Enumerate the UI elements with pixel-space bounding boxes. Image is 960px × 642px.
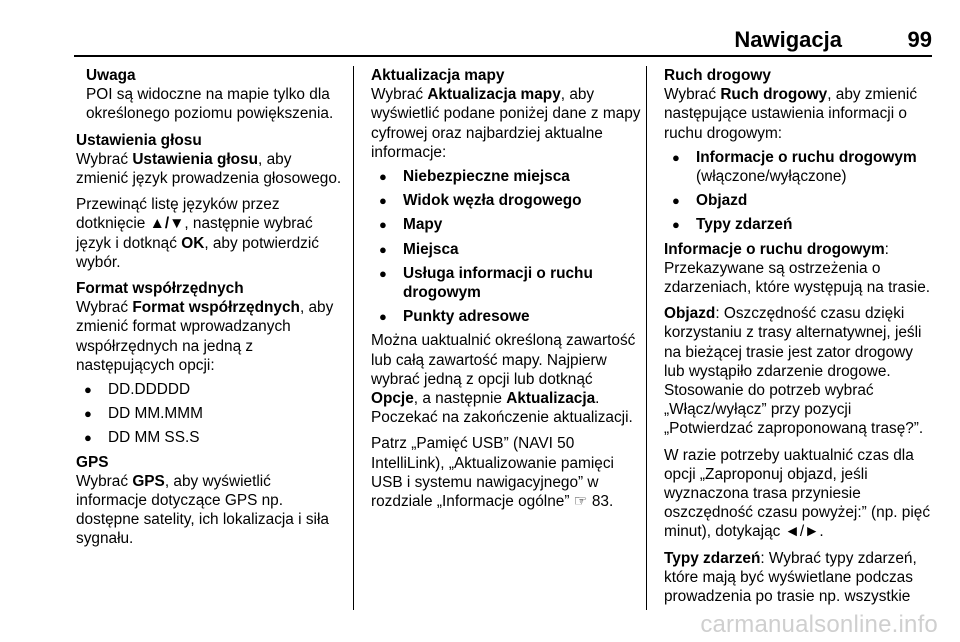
event-types-paragraph: Typy zdarzeń: Wybrać typy zdarzeń, które mają być wyświetlane podczas prowadzenia po trasie np. wszystkie	[664, 549, 917, 606]
page-number: 99	[907, 27, 932, 52]
traffic-heading: Ruch drogowy	[664, 67, 771, 84]
list-item: ● Usługa informacji o ruchu drogowym	[371, 264, 641, 302]
column-2	[371, 66, 641, 518]
page-reference-icon: ☞	[573, 493, 588, 511]
column-divider-1	[353, 66, 354, 610]
column-divider-2	[646, 66, 647, 610]
detour-paragraph: Objazd: Oszczędność czasu dzięki korzystaniu z trasy alternatywnej, jeśli na bieżącej trasie jest zator drogowy lub wystąpiło zdarzenie drogowe. Stosowanie do potrzeb wybrać „Włącz/wyłącz” przy pozycji „Potwierdzać zaproponowaną trasę?”.	[664, 305, 924, 438]
voice-scroll-paragraph: Przewinąć listę języków przez dotknięcie ▲/▼, następnie wybrać język i dotknąć OK, aby potwierdzić wybór.	[76, 196, 319, 271]
list-item: ● Niebezpieczne miejsca	[371, 167, 641, 186]
coordinate-format-paragraph: Wybrać Format współrzędnych, aby zmienić format wprowadzanych współrzędnych na jedną z następujących opcji:	[76, 299, 334, 374]
list-item: ● DD MM SS.S	[76, 428, 346, 447]
note-box	[76, 66, 346, 124]
map-update-options-paragraph: Można uaktualnić określoną zawartość lub całą zawartość mapy. Najpierw wybrać jedną z opcji lub dotknąć Opcje, a następnie Aktualizacja. Poczekać na zakończenie aktualizacji.	[371, 332, 636, 427]
list-item: ● Typy zdarzeń	[664, 215, 934, 234]
traffic-info-paragraph: Informacje o ruchu drogowym: Przekazywane są ostrzeżenia o zdarzeniach, które występują na trasie.	[664, 240, 931, 297]
page-title: Nawigacja	[734, 27, 842, 52]
up-down-arrows-icon: ▲/▼	[149, 215, 185, 233]
list-item: ● Informacje o ruchu drogowym (włączone/wyłączone)	[664, 148, 934, 186]
page-header	[0, 0, 960, 56]
detour-time-paragraph: W razie potrzeby uaktualnić czas dla opcji „Zaproponuj objazd, jeśli wyznaczona trasa przyniesie oszczędność czasu powyżej:” (np. pięć minut), dotykając ◄/►.	[664, 446, 931, 541]
note-text: POI są widoczne na mapie tylko dla określonego poziomu powiększenia.	[86, 86, 334, 123]
header-rule	[74, 55, 932, 57]
usb-reference-paragraph: Patrz „Pamięć USB” (NAVI 50 IntelliLink), „Aktualizowanie pamięci USB i systemu nawigacyjnego” w rozdziale „Informacje ogólne” ☞ 83.	[371, 435, 614, 511]
map-update-heading: Aktualizacja mapy	[371, 67, 505, 84]
note-heading: Uwaga	[86, 67, 136, 84]
voice-settings-paragraph: Wybrać Ustawienia głosu, aby zmienić język prowadzenia głosowego.	[76, 150, 342, 188]
list-item: ● Miejsca	[371, 240, 641, 259]
list-item: ● DD MM.MMM	[76, 404, 346, 423]
list-item: ● Widok węzła drogowego	[371, 191, 641, 210]
watermark: carmanualsonline.info	[700, 611, 938, 638]
list-item: ● Mapy	[371, 215, 641, 234]
coordinate-format-heading: Format współrzędnych	[76, 280, 244, 298]
gps-paragraph: Wybrać GPS, aby wyświetlić informacje dotyczące GPS np. dostępne satelity, ich lokalizacja i siła sygnału.	[76, 472, 329, 548]
coordinate-format-list	[76, 380, 346, 448]
list-item: ● DD.DDDDD	[76, 380, 346, 399]
list-item: ● Punkty adresowe	[371, 307, 641, 326]
map-update-paragraph: Wybrać Aktualizacja mapy, aby wyświetlić podane poniżej dane z mapy cyfrowej oraz najbardziej aktualne informacje:	[371, 86, 641, 161]
traffic-paragraph: Wybrać Ruch drogowy, aby zmienić następujące ustawienia informacji o ruchu drogowym:	[664, 86, 918, 142]
column-3	[664, 66, 934, 613]
list-item: ● Objazd	[664, 191, 934, 210]
voice-settings-heading: Ustawienia głosu	[76, 131, 202, 149]
column-1	[76, 66, 346, 556]
traffic-list	[664, 148, 934, 235]
map-update-list	[371, 167, 641, 326]
left-right-arrows-icon: ◄/►	[784, 523, 820, 541]
gps-heading: GPS	[76, 453, 109, 471]
